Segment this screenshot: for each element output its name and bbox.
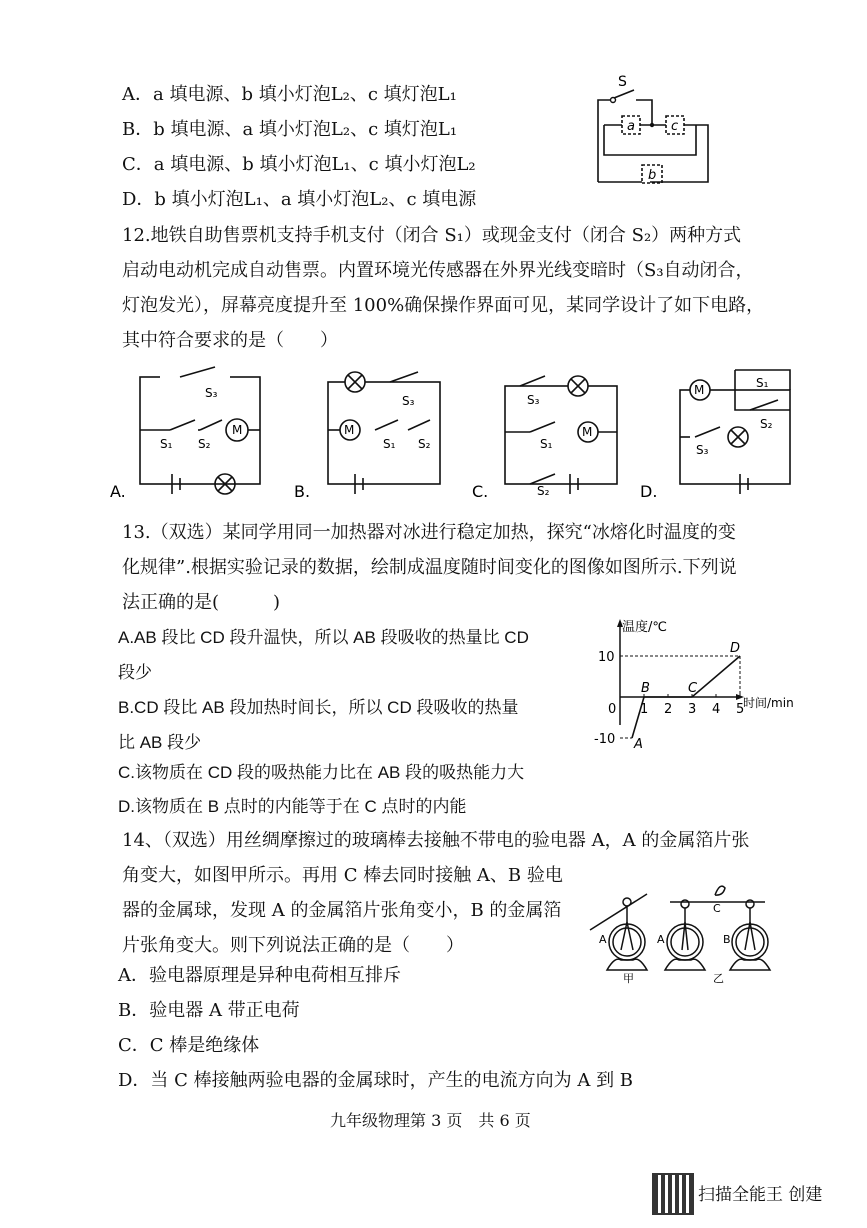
q11-option-c: C．a 填电源、b 填小灯泡L₁、c 填小灯泡L₂ bbox=[122, 154, 476, 175]
svg-text:M: M bbox=[232, 423, 243, 437]
svg-text:S₂: S₂ bbox=[418, 437, 431, 451]
page-footer: 九年级物理第 3 页 共 6 页 bbox=[330, 1111, 531, 1130]
q12-stem: 12.地铁自助售票机支持手机支付（闭合 S₁）或现金支付（闭合 S₂）两种方式 启动电动机完成自动售票。内置环境光传感器在外界光线变暗时（S₃自动闭合， 灯泡发光），屏幕亮度提升至 100%确保操作界面可见，某同学设计了如下电路， 其中符合要求的是（ ） bbox=[122, 225, 765, 351]
watermark-text: 扫描全能王 创建 bbox=[698, 1185, 823, 1205]
svg-text:M: M bbox=[582, 425, 593, 439]
svg-text:c: c bbox=[671, 119, 679, 134]
q13-option-d: D.该物质在 B 点时的内能等于在 C 点时的内能 bbox=[118, 797, 467, 816]
svg-text:S₂: S₂ bbox=[198, 437, 211, 451]
point-label-b: B bbox=[641, 681, 650, 696]
q14-option-b: B．验电器 A 带正电荷 bbox=[118, 1000, 300, 1021]
svg-text:M: M bbox=[694, 383, 705, 397]
svg-text:S₃: S₃ bbox=[527, 393, 540, 407]
y-tick-label: 10 bbox=[598, 650, 615, 665]
q14-option-a: A．验电器原理是异种电荷相互排斥 bbox=[118, 965, 401, 986]
svg-text:S₁: S₁ bbox=[540, 437, 553, 451]
q14-option-c: C．C 棒是绝缘体 bbox=[118, 1035, 260, 1056]
q13-stem: 13.（双选）某同学用同一加热器对冰进行稳定加热，探究“冰熔化时温度的变 化规律”.根据实验记录的数据，绘制成温度随时间变化的图像如图所示.下列说 法正确的是( ) bbox=[122, 522, 737, 613]
q14-option-d: D．当 C 棒接触两验电器的金属球时，产生的电流方向为 A 到 B bbox=[118, 1070, 634, 1091]
svg-text:D.: D. bbox=[640, 482, 658, 501]
q11-option-a: A．a 填电源、b 填小灯泡L₂、c 填灯泡L₁ bbox=[122, 84, 457, 105]
q14-stem: 14、（双选）用丝绸摩擦过的玻璃棒去接触不带电的验电器 A，A 的金属箔片张 角变大，如图甲所示。再用 C 棒去同时接触 A、B 验电 器的金属球，发现 A 的金属箔片张角变小，B 的金属箔 片张角变大。则下列说法正确的是（ ） bbox=[122, 830, 750, 956]
svg-text:S₁: S₁ bbox=[160, 437, 173, 451]
q11-option-b: B．b 填电源、a 填小灯泡L₂、c 填灯泡L₁ bbox=[122, 119, 458, 140]
svg-text:乙: 乙 bbox=[713, 972, 724, 985]
svg-text:甲: 甲 bbox=[623, 972, 634, 985]
svg-text:a: a bbox=[627, 119, 635, 134]
svg-text:S₂: S₂ bbox=[760, 417, 773, 431]
x-axis-label: 时间/min bbox=[743, 696, 794, 710]
point-label-a: A bbox=[634, 737, 643, 752]
svg-text:M: M bbox=[344, 423, 355, 437]
switch-s-label: S bbox=[618, 74, 627, 90]
svg-text:A.: A. bbox=[110, 482, 126, 501]
x-tick-label: 3 bbox=[688, 702, 697, 717]
svg-text:S₂: S₂ bbox=[537, 484, 550, 498]
x-tick-label: 5 bbox=[736, 702, 745, 717]
q12-circuits bbox=[100, 362, 820, 507]
svg-text:b: b bbox=[648, 168, 657, 183]
svg-text:C: C bbox=[713, 902, 721, 915]
svg-text:S₃: S₃ bbox=[696, 443, 709, 457]
svg-text:B.: B. bbox=[294, 482, 311, 501]
x-tick-label: 4 bbox=[712, 702, 721, 717]
q11-option-d: D．b 填小灯泡L₁、a 填小灯泡L₂、c 填电源 bbox=[122, 189, 477, 210]
y-axis-label: 温度/℃ bbox=[622, 620, 667, 635]
q13-option-c: C.该物质在 CD 段的吸热能力比在 AB 段的吸热能力大 bbox=[118, 763, 525, 782]
temperature-time-chart bbox=[590, 615, 805, 752]
svg-text:C.: C. bbox=[472, 482, 489, 501]
q13-options: A.AB 段比 CD 段升温快，所以 AB 段吸收的热量比 CD 段少 B.CD 段比 AB 段加热时间长，所以 CD 段吸收的热量 比 AB 段少 bbox=[118, 628, 529, 752]
svg-text:S₃: S₃ bbox=[205, 386, 218, 400]
x-tick-label: 2 bbox=[664, 702, 673, 717]
point-label-d: D bbox=[730, 641, 741, 656]
q11-circuit-diagram bbox=[590, 70, 720, 185]
svg-text:A: A bbox=[599, 933, 607, 946]
x-tick-label: 1 bbox=[640, 702, 649, 717]
q14-options bbox=[118, 958, 818, 1098]
point-label-c: C bbox=[688, 681, 698, 696]
qr-code-icon bbox=[652, 1173, 694, 1215]
x-tick-label: 0 bbox=[608, 702, 617, 717]
y-tick-label: -10 bbox=[594, 732, 616, 747]
svg-text:S₁: S₁ bbox=[383, 437, 396, 451]
svg-text:B: B bbox=[723, 933, 731, 946]
svg-text:A: A bbox=[657, 933, 665, 946]
svg-text:S₃: S₃ bbox=[402, 394, 415, 408]
svg-text:S₁: S₁ bbox=[756, 376, 769, 390]
